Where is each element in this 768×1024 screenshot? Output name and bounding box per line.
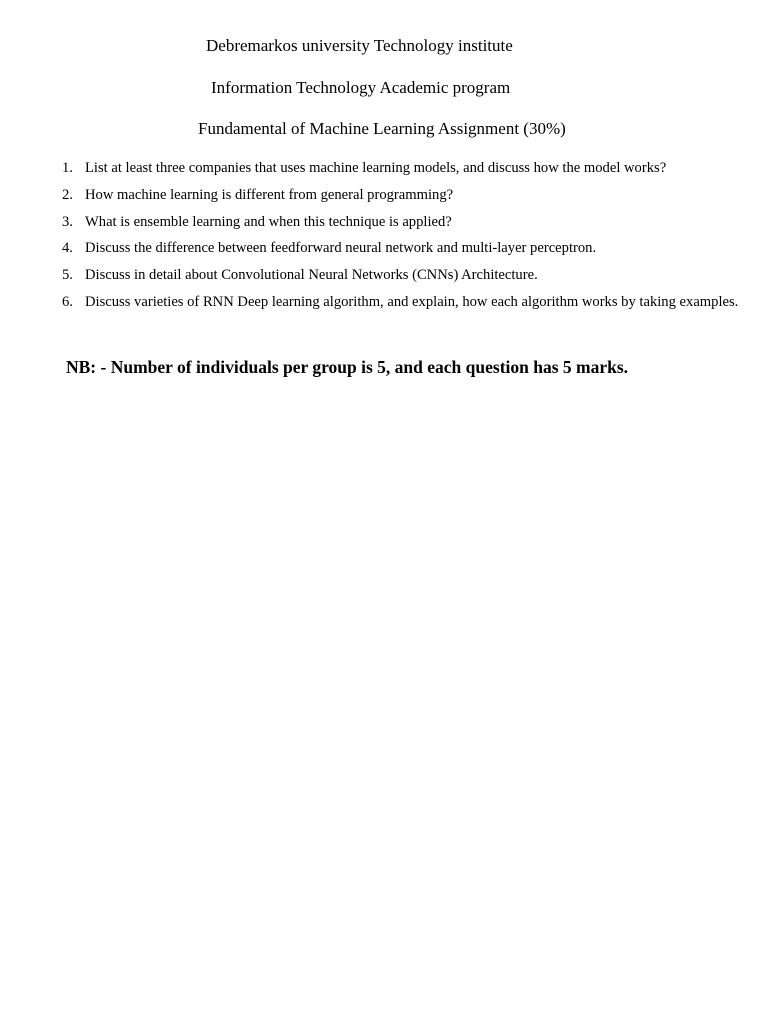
group-note: NB: - Number of individuals per group is 5, and each question has 5 marks. [66, 357, 629, 377]
question-list [62, 155, 750, 316]
question-text: Discuss varieties of RNN Deep learning algorithm, and explain, how each algorithm works by taking examples. [85, 293, 739, 310]
question-item [62, 262, 750, 289]
question-item [62, 155, 750, 182]
question-item [62, 235, 750, 262]
question-text: List at least three companies that uses machine learning models, and discuss how the model works? [85, 160, 667, 176]
question-number: 5. [62, 267, 73, 284]
question-text: What is ensemble learning and when this technique is applied? [85, 213, 452, 230]
program-heading: Information Technology Academic program [211, 78, 511, 97]
assignment-title: Fundamental of Machine Learning Assignment (30%) [198, 119, 566, 138]
question-text: How machine learning is different from general programming? [85, 186, 454, 203]
question-item [62, 182, 750, 209]
question-number: 4. [62, 240, 73, 257]
question-number: 1. [62, 160, 73, 176]
question-number: 6. [62, 293, 73, 310]
question-text: Discuss in detail about Convolutional Neural Networks (CNNs) Architecture. [85, 267, 538, 284]
question-item [62, 209, 750, 236]
question-text: Discuss the difference between feedforward neural network and multi-layer perceptron. [85, 240, 597, 257]
question-number: 3. [62, 213, 73, 230]
question-item [62, 289, 750, 316]
institution-heading: Debremarkos university Technology institute [206, 36, 513, 55]
question-number: 2. [62, 186, 73, 203]
